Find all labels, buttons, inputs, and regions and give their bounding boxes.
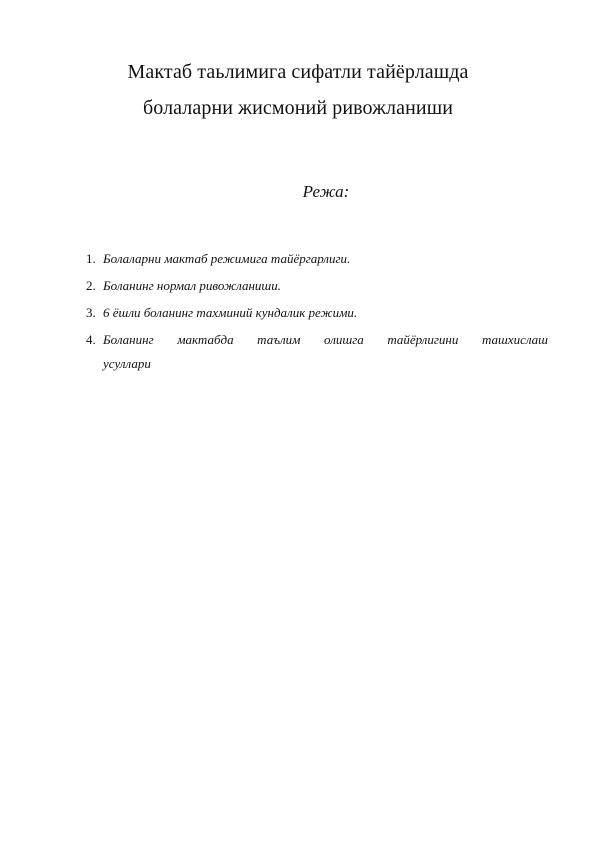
plan-item-4 [86,331,548,373]
plan-item-3 [86,304,548,322]
plan-list [86,250,548,382]
plan-item-number: 3. [86,305,96,320]
title-line-1: Мактаб таьлимига сифатли тайёрлашда [127,61,469,83]
title-line-2: болаларни жисмоний ривожланиши [142,97,454,119]
plan-item-number: 4. [86,332,96,347]
plan-item-text: 6 ёшли боланинг тахминий кундалик режими. [103,305,358,320]
plan-item-2 [86,277,548,295]
plan-item-number: 2. [86,278,96,293]
plan-item-text-continuation: усуллари [103,356,151,371]
plan-item-text: Боланинг нормал ривожланиши. [103,278,281,293]
plan-item-text: Боланинг мактабда таълим олишга тайёрлигини ташхислаш [103,332,548,347]
plan-item-number: 1. [86,251,96,266]
plan-heading: Режа: [302,182,350,201]
plan-item-1 [86,250,548,268]
plan-item-text: Болаларни мактаб режимига тайёргарлиги. [103,251,351,266]
